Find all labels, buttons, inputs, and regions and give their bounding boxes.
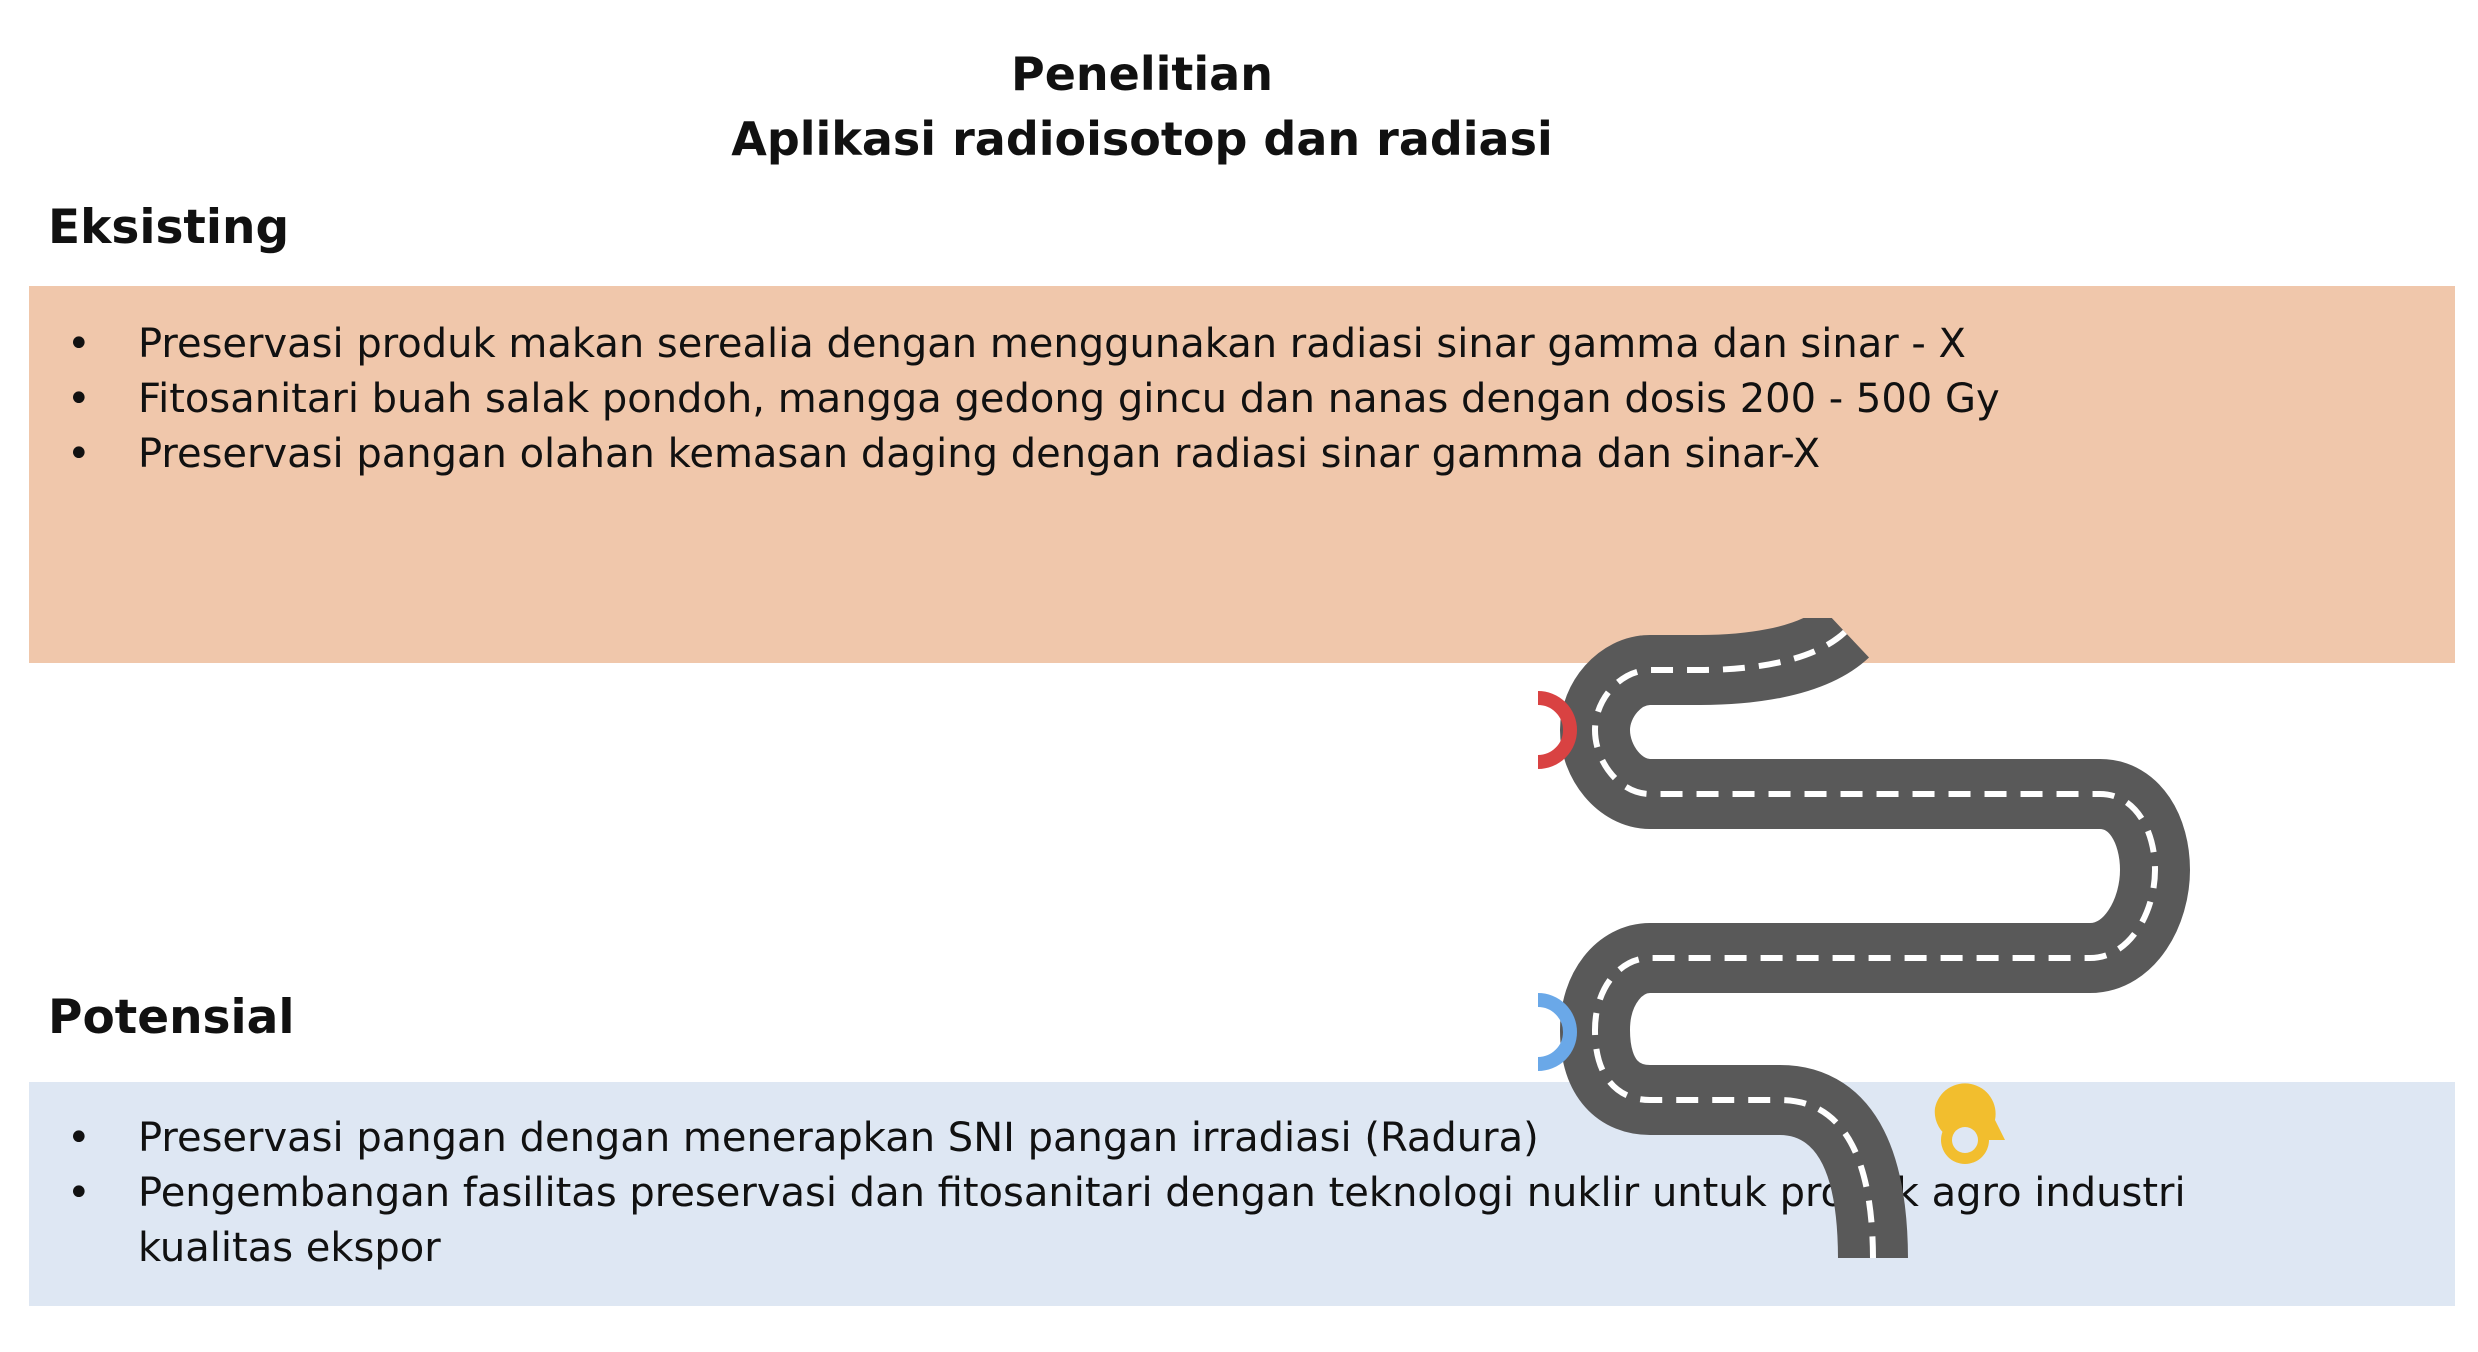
bullet-icon: •: [67, 321, 91, 367]
road-body: [1595, 632, 2155, 1258]
list-item-text: Preservasi pangan dengan menerapkan SNI pangan irradiasi (Radura): [138, 1115, 1539, 1161]
section-heading-potensial: Potensial: [48, 990, 295, 1045]
bullet-icon: •: [67, 376, 91, 422]
bullet-icon: •: [67, 1115, 91, 1161]
list-item: [29, 317, 2269, 372]
blue-marker-icon: [1538, 1000, 1570, 1064]
list-item: [29, 427, 2269, 482]
red-marker-icon: [1538, 698, 1570, 762]
list-item-text: Preservasi produk makan serealia dengan menggunakan radiasi sinar gamma dan sinar - X: [138, 321, 1966, 367]
eksisting-panel: [29, 286, 2455, 663]
page-title: Penelitian: [1011, 47, 1273, 101]
list-item: [29, 372, 2269, 427]
yellow-location-pin-icon: [1935, 1083, 2005, 1164]
page-subtitle: Aplikasi radioisotop dan radiasi: [731, 112, 1553, 166]
winding-road-icon: [1520, 618, 2200, 1258]
list-item-text: Pengembangan fasilitas preservasi dan fitosanitari dengan teknologi nuklir untuk produk agro industri kualitas ekspor: [138, 1170, 2186, 1271]
list-item-text: Preservasi pangan olahan kemasan daging dengan radiasi sinar gamma dan sinar-X: [138, 431, 1821, 477]
bullet-icon: •: [67, 431, 91, 477]
bullet-icon: •: [67, 1170, 91, 1216]
list-item-text: Fitosanitari buah salak pondoh, mangga gedong gincu dan nanas dengan dosis 200 - 500 Gy: [138, 376, 2000, 422]
section-heading-eksisting: Eksisting: [48, 200, 290, 255]
eksisting-list: [29, 317, 2269, 482]
